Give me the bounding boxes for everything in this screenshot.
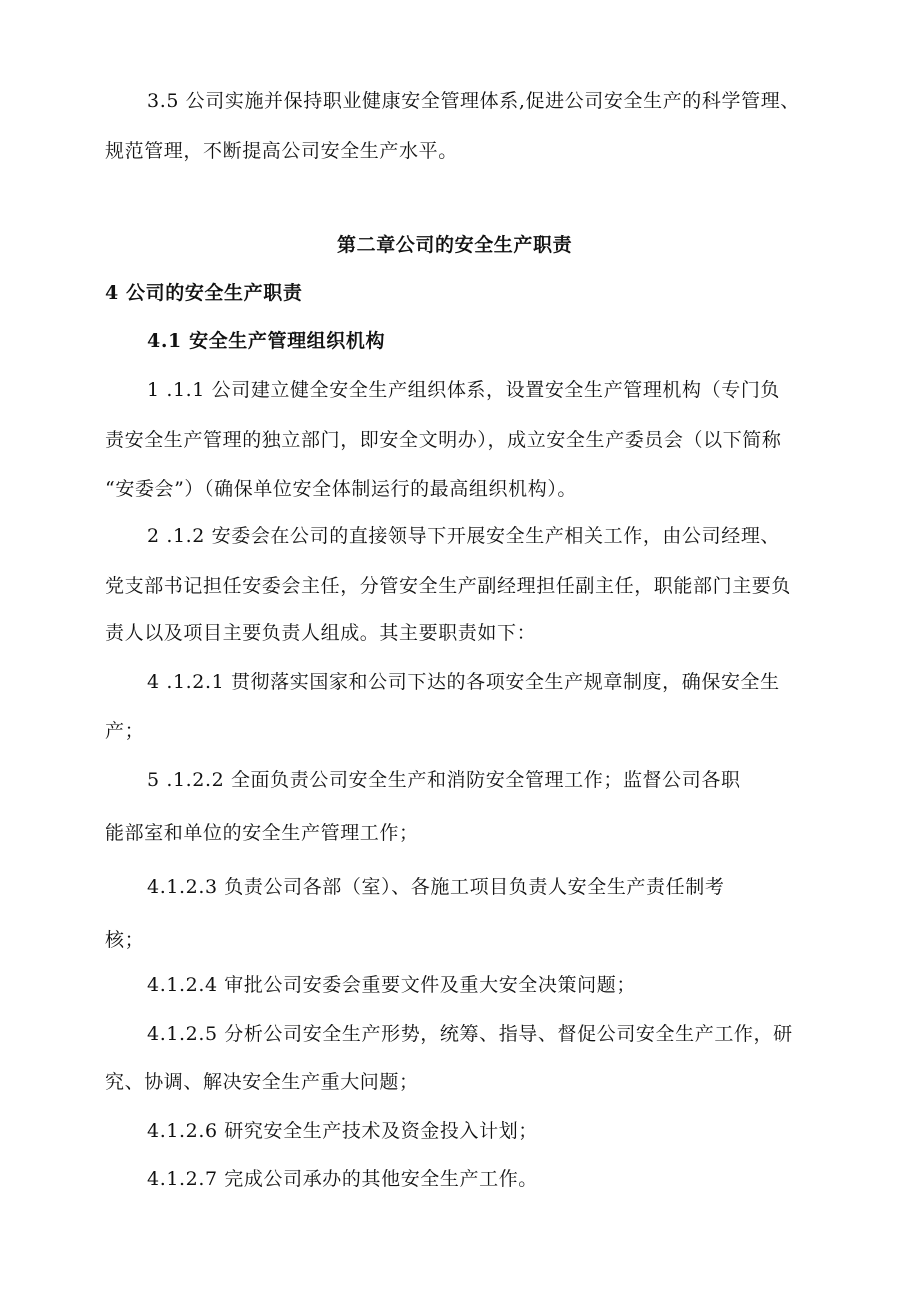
- paragraph-4-1-1-line-2: 责安全生产管理的独立部门，即安全文明办），成立安全生产委员会（以下简称: [105, 429, 782, 451]
- item-4-1-2-4: 4.1.2.4 审批公司安委会重要文件及重大安全决策问题；: [147, 974, 636, 996]
- chapter-heading: 第二章公司的安全生产职责: [337, 234, 573, 256]
- paragraph-4-1-1-line-3: “安委会”）（确保单位安全体制运行的最高组织机构）。: [105, 478, 578, 500]
- item-4-1-2-3-line-2: 核；: [105, 929, 145, 951]
- item-4-1-2-2-line-1: 5 .1.2.2 全面负责公司安全生产和消防安全管理工作；监督公司各职: [147, 769, 741, 791]
- section-heading-4-1: 4.1 安全生产管理组织机构: [147, 330, 386, 352]
- section-heading-4: 4 公司的安全生产职责: [105, 282, 303, 304]
- paragraph-3-5-line-1: 3.5 公司实施并保持职业健康安全管理体系,促进公司安全生产的科学管理、: [147, 90, 800, 112]
- item-4-1-2-3-line-1: 4.1.2.3 负责公司各部（室）、各施工项目负责人安全生产责任制考: [147, 876, 725, 898]
- paragraph-3-5-line-2: 规范管理，不断提高公司安全生产水平。: [105, 140, 458, 162]
- item-4-1-2-7: 4.1.2.7 完成公司承办的其他安全生产工作。: [147, 1168, 538, 1190]
- item-4-1-2-1-line-1: 4 .1.2.1 贯彻落实国家和公司下达的各项安全生产规章制度，确保安全生: [147, 671, 780, 693]
- item-4-1-2-2-line-2: 能部室和单位的安全生产管理工作；: [105, 822, 419, 844]
- paragraph-4-1-2-line-2: 党支部书记担任安委会主任，分管安全生产副经理担任副主任，职能部门主要负: [105, 575, 792, 597]
- item-4-1-2-6: 4.1.2.6 研究安全生产技术及资金投入计划；: [147, 1120, 538, 1142]
- paragraph-4-1-1-line-1: 1 .1.1 公司建立健全安全生产组织体系，设置安全生产管理机构（专门负: [147, 379, 781, 401]
- item-4-1-2-1-line-2: 产；: [105, 720, 145, 742]
- paragraph-4-1-2-line-1: 2 .1.2 安委会在公司的直接领导下开展安全生产相关工作，由公司经理、: [147, 525, 781, 547]
- item-4-1-2-5-line-1: 4.1.2.5 分析公司安全生产形势，统筹、指导、督促公司安全生产工作，研: [147, 1023, 793, 1045]
- paragraph-4-1-2-line-3: 责人以及项目主要负责人组成。其主要职责如下：: [105, 622, 537, 644]
- item-4-1-2-5-line-2: 究、协调、解决安全生产重大问题；: [105, 1071, 419, 1093]
